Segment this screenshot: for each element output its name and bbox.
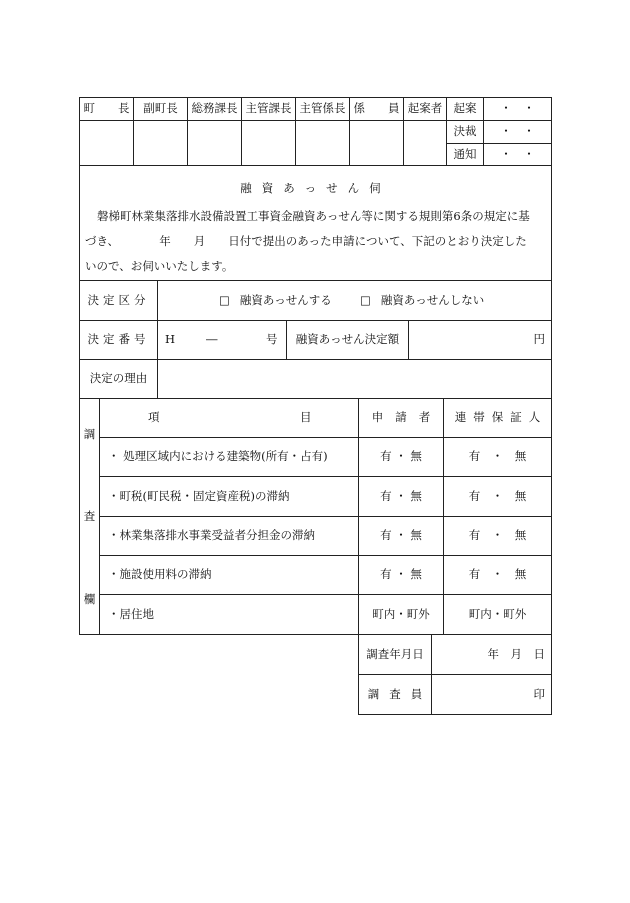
seal-label: 印 — [533, 686, 545, 701]
loan-amount-label: 融資あっせん決定額 — [295, 332, 400, 347]
role-section-chief: 主管課長 — [245, 101, 292, 116]
survey-guarantor-facility-fee: 有 ・ 無 — [468, 567, 527, 582]
guarantor-header: 連帯保証人 — [454, 410, 548, 425]
survey-applicant-town-tax: 有 ・ 無 — [380, 488, 422, 503]
survey-applicant-building: 有 ・ 無 — [380, 449, 422, 464]
loan-amount-unit: 円 — [533, 332, 545, 347]
survey-item-beneficiary-fee: ・林業集落排水事業受益者分担金の滞納 — [108, 528, 315, 543]
item-header-right: 目 — [300, 410, 312, 425]
date-value-decision: ・ ・ — [500, 124, 535, 139]
survey-item-town-tax: ・町税(町民税・固定資産税)の滞納 — [108, 488, 290, 503]
survey-item-residence: ・居住地 — [108, 606, 154, 621]
survey-applicant-residence: 町内・町外 — [372, 606, 430, 621]
checkbox-icon: □ — [360, 292, 371, 307]
date-value-notice: ・ ・ — [500, 146, 535, 161]
checkbox-icon: □ — [219, 292, 230, 307]
survey-side-char-2: 査 — [83, 509, 96, 524]
option-no-loan[interactable] — [360, 281, 484, 320]
survey-side-char-1: 調 — [83, 427, 96, 442]
survey-guarantor-building: 有 ・ 無 — [468, 449, 527, 464]
survey-guarantor-beneficiary-fee: 有 ・ 無 — [468, 528, 527, 543]
role-staff: 係 員 — [353, 101, 400, 116]
survey-date-label: 調査年月日 — [366, 646, 424, 661]
date-label-decision: 決裁 — [453, 124, 477, 139]
document-title: 融資あっせん伺 — [240, 181, 391, 195]
item-header-left: 項 — [148, 410, 160, 425]
role-town-mayor: 町 長 — [83, 101, 130, 116]
survey-guarantor-town-tax: 有 ・ 無 — [468, 488, 527, 503]
decision-number-label: 決定番号 — [87, 332, 150, 347]
decision-category-label: 決定区分 — [87, 292, 150, 307]
decision-reason-field[interactable] — [164, 360, 544, 398]
survey-guarantor-residence: 町内・町外 — [468, 606, 527, 621]
survey-applicant-beneficiary-fee: 有 ・ 無 — [380, 528, 422, 543]
option-no-loan-label: 融資あっせんしない — [380, 292, 485, 307]
role-general-affairs-chief: 総務課長 — [191, 101, 238, 116]
decision-number-suffix: 号 — [266, 332, 278, 347]
decision-reason-label: 決定の理由 — [89, 371, 148, 386]
body-line-3: いので、お伺いいたします。 — [85, 259, 234, 273]
body-line-1: 磐梯町林業集落排水設備設置工事資金融資あっせん等に関する規則第6条の規定に基 — [97, 209, 530, 223]
option-arrange-loan-label: 融資あっせんする — [239, 292, 332, 307]
survey-item-building: ・ 処理区域内における建築物(所有・占有) — [108, 449, 328, 464]
role-unit-chief: 主管係長 — [299, 101, 346, 116]
survey-item-facility-fee: ・施設使用料の滞納 — [108, 567, 212, 582]
survey-date-value: 年 月 日 — [487, 646, 545, 661]
decision-number-prefix: H — [165, 332, 176, 347]
date-label-notice: 通知 — [453, 146, 477, 161]
applicant-header: 申請者 — [371, 410, 443, 425]
survey-side-char-3: 欄 — [83, 592, 96, 607]
body-line-2: づき、 年 月 日付で提出のあった申請について、下記のとおり決定した — [85, 234, 527, 248]
date-label-draft: 起案 — [453, 101, 477, 116]
role-deputy-mayor: 副町長 — [143, 101, 178, 116]
role-drafter: 起案者 — [407, 101, 443, 116]
decision-number-dash: ― — [206, 332, 218, 347]
date-value-draft: ・ ・ — [500, 101, 535, 116]
survey-applicant-facility-fee: 有 ・ 無 — [380, 567, 422, 582]
option-arrange-loan[interactable] — [219, 281, 332, 320]
surveyor-label: 調査員 — [367, 686, 433, 701]
